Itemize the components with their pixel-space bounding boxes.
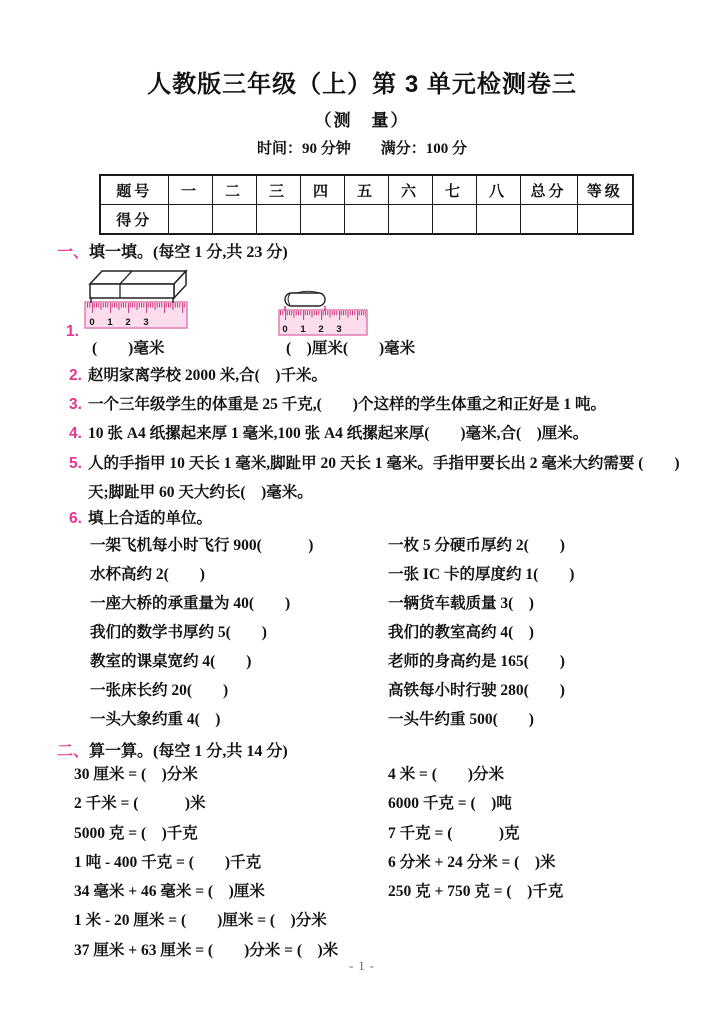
ruler-number: 2 — [318, 324, 324, 335]
question-1-answer-right: ( )厘米( )毫米 — [286, 340, 416, 357]
conversion-item: 250 克 + 750 克 = ( )千克 — [388, 883, 564, 901]
score-cell-empty — [476, 205, 520, 235]
conversion-item: 37 厘米 + 63 厘米 = ( )分米 = ( )米 — [74, 941, 339, 959]
score-header-cell: 三 — [256, 175, 300, 205]
question-5 — [69, 449, 680, 507]
unit-item: 教室的课桌宽约 4( ) — [90, 653, 252, 670]
unit-item: 一头牛约重 500( ) — [388, 711, 534, 728]
conversion-item: 6000 千克 = ( )吨 — [388, 795, 512, 813]
ruler-number: 0 — [282, 324, 288, 335]
score-cell-empty — [256, 205, 300, 235]
question-5-text: 人的手指甲 10 天长 1 毫米,脚趾甲 20 天长 1 毫米。手指甲要长出 2 毫米大约需要 ( )天;脚趾甲 60 天大约长( )毫米。 — [88, 455, 680, 501]
unit-item: 我们的教室高约 4( ) — [388, 624, 534, 641]
question-4-number: 4. — [69, 425, 82, 442]
exam-info — [0, 137, 724, 158]
score-table-header-row — [100, 175, 633, 205]
question-6-right-column — [388, 531, 574, 734]
section-2-right-column — [388, 760, 563, 906]
question-5-number: 5. — [69, 455, 82, 472]
question-3-number: 3. — [69, 396, 82, 413]
question-2-text: 赵明家离学校 2000 米,合( )千米。 — [88, 367, 327, 384]
conversion-item: 1 吨 - 400 千克 = ( )千克 — [74, 853, 262, 871]
question-6-left-column — [90, 531, 313, 734]
section-2-title: 算一算。(每空 1 分,共 14 分) — [89, 743, 288, 760]
page-number: - 1 - — [349, 959, 375, 973]
score-header-cell: 二 — [212, 175, 256, 205]
score-cell-empty — [388, 205, 432, 235]
question-6-title: 填上合适的单位。 — [88, 510, 213, 527]
score-header-cell: 四 — [300, 175, 344, 205]
score-cell-empty — [300, 205, 344, 235]
capsule-ruler-figure — [276, 288, 370, 336]
unit-item: 一张 IC 卡的厚度约 1( ) — [388, 566, 575, 583]
unit-item: 水杯高约 2( ) — [90, 566, 205, 583]
ruler-number: 1 — [107, 317, 113, 328]
unit-item: 一张床长约 20( ) — [90, 682, 229, 699]
ruler-number: 2 — [125, 317, 131, 328]
score-cell-empty — [520, 205, 577, 235]
score-cell-empty — [344, 205, 388, 235]
section-2-left-column — [74, 760, 338, 965]
unit-item: 一辆货车载质量 3( ) — [388, 595, 534, 612]
ruler-number: 0 — [89, 317, 95, 328]
question-2-number: 2. — [69, 367, 82, 384]
score-cell-empty — [212, 205, 256, 235]
conversion-item: 6 分米 + 24 分米 = ( )米 — [388, 853, 556, 871]
section-2-marker: 二、 — [57, 743, 90, 760]
question-1-number: 1. — [66, 323, 79, 340]
unit-item: 一头大象约重 4( ) — [90, 711, 221, 728]
unit-item: 老师的身高约是 165( ) — [388, 653, 565, 670]
score-row-label: 得分 — [100, 205, 168, 235]
question-1-answer-left: ( )毫米 — [92, 340, 165, 357]
conversion-item: 4 米 = ( )分米 — [388, 766, 505, 783]
ruler-ticks — [280, 311, 366, 321]
unit-item: 高铁每小时行驶 280( ) — [388, 682, 565, 699]
question-3-text: 一个三年级学生的体重是 25 千克,( )个这样的学生体重之和正好是 1 吨。 — [88, 396, 606, 413]
ruler-number: 3 — [143, 317, 149, 328]
score-header-cell: 八 — [476, 175, 520, 205]
conversion-item: 2 千米 = ( )米 — [74, 795, 206, 813]
score-header-cell: 总分 — [520, 175, 577, 205]
conversion-item: 1 米 - 20 厘米 = ( )厘米 = ( )分米 — [74, 912, 327, 930]
score-header-cell: 等级 — [577, 175, 633, 205]
eraser-icon — [90, 271, 186, 298]
conversion-item: 7 千克 = ( )克 — [388, 824, 520, 842]
section-1-title: 填一填。(每空 1 分,共 23 分) — [89, 244, 288, 261]
page-title: 人教版三年级（上）第 3 单元检测卷三 — [147, 71, 577, 98]
unit-item: 一枚 5 分硬币厚约 2( ) — [388, 537, 565, 554]
eraser-ruler-figure — [82, 264, 192, 334]
score-cell-empty — [432, 205, 476, 235]
score-header-cell: 五 — [344, 175, 388, 205]
exam-full-score: 满分：100 分 — [380, 141, 468, 157]
question-2 — [69, 366, 327, 386]
score-header-cell: 七 — [432, 175, 476, 205]
question-6-number: 6. — [69, 510, 82, 527]
question-4-text: 10 张 A4 纸摞起来厚 1 毫米,100 张 A4 纸摞起来厚( )毫米,合( )厘米。 — [88, 425, 589, 442]
question-6 — [69, 509, 212, 529]
capsule-object-icon — [285, 291, 325, 306]
unit-item: 一架飞机每小时飞行 900( ) — [90, 537, 314, 554]
question-4 — [69, 424, 588, 444]
section-1-header — [57, 239, 288, 262]
page-subtitle: （测 量） — [314, 111, 410, 130]
score-table-score-row — [100, 205, 633, 235]
ruler-number: 1 — [300, 324, 306, 335]
ruler-number: 3 — [336, 324, 342, 335]
question-3 — [69, 395, 606, 415]
section-1-marker: 一、 — [57, 244, 90, 261]
ruler-ticks — [86, 303, 186, 314]
conversion-item: 30 厘米 = ( )分米 — [74, 766, 198, 783]
score-table — [99, 174, 634, 235]
exam-time: 时间：90 分钟 — [256, 141, 351, 157]
score-header-cell: 一 — [168, 175, 212, 205]
section-2-header — [57, 738, 288, 761]
unit-item: 一座大桥的承重量为 40( ) — [90, 595, 291, 612]
score-header-cell: 题号 — [100, 175, 168, 205]
score-header-cell: 六 — [388, 175, 432, 205]
unit-item: 我们的数学书厚约 5( ) — [90, 624, 267, 641]
conversion-item: 34 毫米 + 46 毫米 = ( )厘米 — [74, 883, 265, 901]
score-cell-empty — [168, 205, 212, 235]
conversion-item: 5000 克 = ( )千克 — [74, 824, 198, 842]
score-cell-empty — [577, 205, 633, 235]
